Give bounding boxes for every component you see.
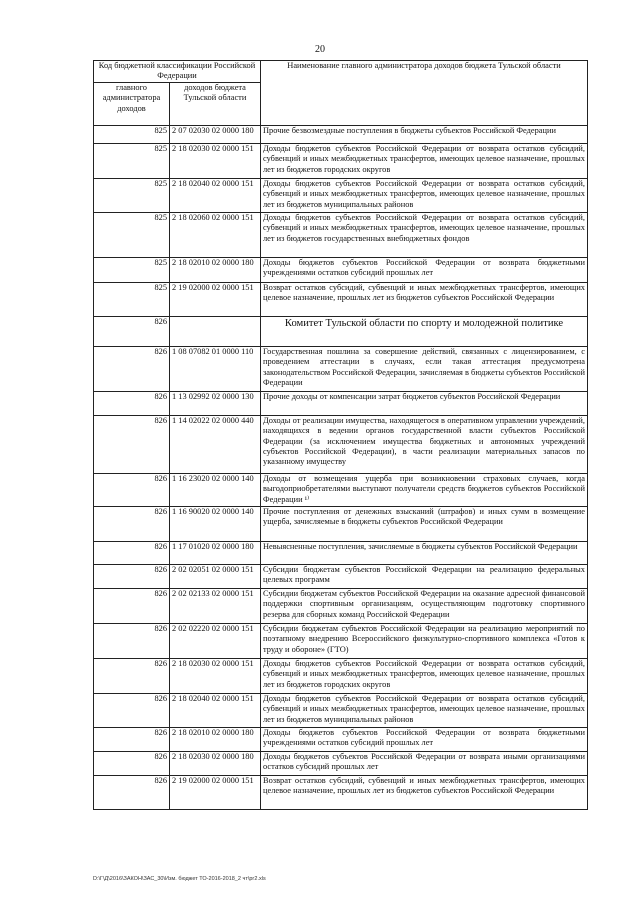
income-name-cell: Доходы от возмещения ущерба при возникновении страховых случаев, когда выгодоприобретателями выступают получатели средств бюджетов субъектов Российской Федерации ¹⁾	[261, 473, 588, 506]
header-name-column: Наименование главного администратора доходов бюджета Тульской области	[261, 61, 588, 126]
admin-code-cell: 826	[94, 727, 170, 751]
admin-code-cell: 826	[94, 751, 170, 775]
income-name-cell: Возврат остатков субсидий, субвенций и иных межбюджетных трансфертов, имеющих целевое назначение, прошлых лет из бюджетов субъектов Российской Федерации	[261, 775, 588, 809]
income-name-cell: Доходы бюджетов субъектов Российской Федерации от возврата бюджетными учреждениями остатков субсидий прошлых лет	[261, 727, 588, 751]
section-row	[94, 316, 588, 346]
table-row	[94, 257, 588, 282]
income-code-cell: 1 16 23020 02 0000 140	[170, 473, 261, 506]
income-code-cell: 1 16 90020 02 0000 140	[170, 506, 261, 541]
income-name-cell: Доходы бюджетов субъектов Российской Федерации от возврата бюджетными учреждениями остатков субсидий прошлых лет	[261, 257, 588, 282]
income-name-cell: Прочие безвозмездные поступления в бюджеты субъектов Российской Федерации	[261, 125, 588, 143]
admin-code-cell: 825	[94, 257, 170, 282]
income-code-cell	[170, 316, 261, 346]
admin-code-cell: 826	[94, 541, 170, 564]
table-row	[94, 658, 588, 693]
income-code-cell: 2 02 02220 02 0000 151	[170, 623, 261, 658]
table-row	[94, 415, 588, 473]
table-row	[94, 693, 588, 727]
income-code-cell: 2 02 02051 02 0000 151	[170, 564, 261, 588]
income-name-cell: Прочие поступления от денежных взысканий (штрафов) и иных сумм в возмещение ущерба, зачисляемые в бюджеты субъектов Российской Федерации	[261, 506, 588, 541]
budget-classification-table	[93, 60, 588, 810]
income-code-cell: 2 18 02030 02 0000 151	[170, 658, 261, 693]
admin-code-cell: 826	[94, 316, 170, 346]
income-code-cell: 2 18 02040 02 0000 151	[170, 178, 261, 212]
income-code-cell: 2 18 02030 02 0000 180	[170, 751, 261, 775]
admin-code-cell: 825	[94, 125, 170, 143]
table-row	[94, 125, 588, 143]
table-row	[94, 588, 588, 623]
header-admin-column: главного администратора доходов	[94, 82, 170, 125]
admin-code-cell: 826	[94, 473, 170, 506]
income-code-cell: 2 18 02010 02 0000 180	[170, 727, 261, 751]
admin-code-cell: 826	[94, 658, 170, 693]
income-name-cell: Доходы бюджетов субъектов Российской Федерации от возврата остатков субсидий, субвенций и иных межбюджетных трансфертов, имеющих целевое назначение, прошлых лет из бюджетов городских округов	[261, 658, 588, 693]
income-name-cell: Доходы бюджетов субъектов Российской Федерации от возврата остатков субсидий, субвенций и иных межбюджетных трансфертов, имеющих целевое назначение, прошлых лет из бюджетов муниципальных районов	[261, 693, 588, 727]
income-code-cell: 1 17 01020 02 0000 180	[170, 541, 261, 564]
admin-code-cell: 826	[94, 506, 170, 541]
header-code-group: Код бюджетной классификации Российской Федерации	[94, 61, 261, 83]
admin-code-cell: 826	[94, 391, 170, 415]
table-row	[94, 623, 588, 658]
table-row	[94, 541, 588, 564]
income-code-cell: 2 02 02133 02 0000 151	[170, 588, 261, 623]
table-row	[94, 506, 588, 541]
table-row	[94, 212, 588, 257]
income-name-cell: Субсидии бюджетам субъектов Российской Федерации на реализацию мероприятий по поэтапному внедрению Всероссийского физкультурно-спортивного комплекса «Готов к труду и обороне» (ГТО)	[261, 623, 588, 658]
income-code-cell: 2 19 02000 02 0000 151	[170, 775, 261, 809]
income-code-cell: 2 18 02010 02 0000 180	[170, 257, 261, 282]
admin-code-cell: 826	[94, 564, 170, 588]
income-name-cell: Государственная пошлина за совершение действий, связанных с лицензированием, с проведением аттестации в случаях, если такая аттестация предусмотрена законодательством Российской Федерации, зачисляемая в бюджеты субъектов Российской Федерации	[261, 346, 588, 391]
header-income-column: доходов бюджета Тульской области	[170, 82, 261, 125]
income-name-cell: Доходы от реализации имущества, находящегося в оперативном управлении учреждений, находящихся в ведении органов государственной власти субъектов Российской Федерации (за исключением имущества бюджетных и автономных учреждений субъектов Российской Федерации), в части реализации материальных запасов по указанному имуществу	[261, 415, 588, 473]
income-name-cell: Невыясненные поступления, зачисляемые в бюджеты субъектов Российской Федерации	[261, 541, 588, 564]
table-row	[94, 564, 588, 588]
income-name-cell: Субсидии бюджетам субъектов Российской Федерации на оказание адресной финансовой поддержки спортивным организациям, осуществляющим подготовку спортивного резерва для сборных команд Российской Федерации	[261, 588, 588, 623]
income-name-cell: Прочие доходы от компенсации затрат бюджетов субъектов Российской Федерации	[261, 391, 588, 415]
admin-code-cell: 825	[94, 212, 170, 257]
income-name-cell: Доходы бюджетов субъектов Российской Федерации от возврата иными организациями остатков субсидий прошлых лет	[261, 751, 588, 775]
table-row	[94, 282, 588, 316]
income-code-cell: 2 18 02030 02 0000 151	[170, 143, 261, 178]
income-code-cell: 1 14 02022 02 0000 440	[170, 415, 261, 473]
income-code-cell: 2 18 02060 02 0000 151	[170, 212, 261, 257]
file-path-footer: D:\Г\Д\2016\ЗАКОН\ЗАС_30\Изм. бюджет ТО-2016-2018_2 чт\рг2.xls	[93, 876, 266, 882]
income-code-cell: 2 07 02030 02 0000 180	[170, 125, 261, 143]
income-code-cell: 1 08 07082 01 0000 110	[170, 346, 261, 391]
admin-code-cell: 825	[94, 143, 170, 178]
page-number: 20	[315, 44, 325, 55]
income-name-cell: Доходы бюджетов субъектов Российской Федерации от возврата остатков субсидий, субвенций и иных межбюджетных трансфертов, имеющих целевое назначение, прошлых лет из бюджетов муниципальных районов	[261, 178, 588, 212]
table-row	[94, 143, 588, 178]
admin-code-cell: 826	[94, 588, 170, 623]
income-name-cell: Доходы бюджетов субъектов Российской Федерации от возврата остатков субсидий, субвенций и иных межбюджетных трансфертов, имеющих целевое назначение, прошлых лет из бюджетов государственных внебюджетных фондов	[261, 212, 588, 257]
table-row	[94, 178, 588, 212]
section-title: Комитет Тульской области по спорту и молодежной политике	[261, 316, 588, 346]
income-code-cell: 1 13 02992 02 0000 130	[170, 391, 261, 415]
table-row	[94, 775, 588, 809]
income-name-cell: Субсидии бюджетам субъектов Российской Федерации на реализацию федеральных целевых программ	[261, 564, 588, 588]
table-row	[94, 473, 588, 506]
admin-code-cell: 826	[94, 623, 170, 658]
income-code-cell: 2 19 02000 02 0000 151	[170, 282, 261, 316]
admin-code-cell: 825	[94, 282, 170, 316]
income-name-cell: Доходы бюджетов субъектов Российской Федерации от возврата остатков субсидий, субвенций и иных межбюджетных трансфертов, имеющих целевое назначение, прошлых лет из бюджетов городских округов	[261, 143, 588, 178]
income-name-cell: Возврат остатков субсидий, субвенций и иных межбюджетных трансфертов, имеющих целевое назначение, прошлых лет из бюджетов субъектов Российской Федерации	[261, 282, 588, 316]
income-code-cell: 2 18 02040 02 0000 151	[170, 693, 261, 727]
admin-code-cell: 826	[94, 693, 170, 727]
admin-code-cell: 826	[94, 346, 170, 391]
table-row	[94, 391, 588, 415]
table-row	[94, 751, 588, 775]
table-row	[94, 346, 588, 391]
admin-code-cell: 826	[94, 775, 170, 809]
admin-code-cell: 826	[94, 415, 170, 473]
admin-code-cell: 825	[94, 178, 170, 212]
table-body	[94, 125, 588, 809]
table-row	[94, 727, 588, 751]
